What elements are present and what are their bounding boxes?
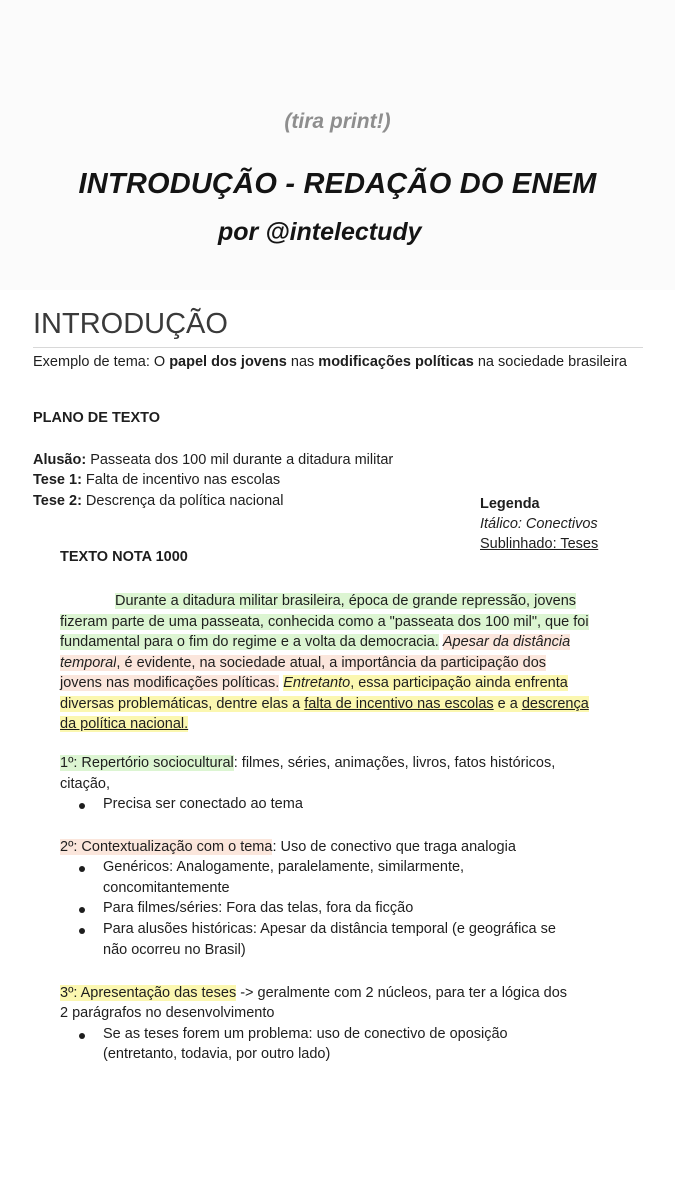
plano-title: PLANO DE TEXTO: [33, 410, 161, 426]
section-2-bullet-1-cont: concomitantemente: [103, 880, 230, 896]
legend-box: [480, 494, 598, 554]
section-heading: INTRODUÇÃO: [33, 308, 228, 340]
section-2-rest: : Uso de conectivo que traga analogia: [272, 839, 516, 855]
para-line-5: jovens nas modificações políticas. Entretanto, essa participação ainda enfrenta: [60, 675, 568, 691]
section-3-bullet-1-cont: (entretanto, todavia, por outro lado): [103, 1046, 331, 1062]
para-line-1: Durante a ditadura militar brasileira, época de grande repressão, jovens: [115, 593, 577, 609]
heading-divider: [33, 347, 643, 348]
tema-suffix: na sociedade brasileira: [473, 354, 627, 370]
plano-alusao: [33, 452, 393, 468]
tema-bold-1: papel dos jovens: [169, 354, 287, 370]
section-1-line-2: citação,: [60, 776, 110, 792]
section-1-line: [60, 755, 555, 771]
section-1-rest: : filmes, séries, animações, livros, fatos históricos,: [233, 755, 556, 771]
page-title: INTRODUÇÃO - REDAÇÃO DO ENEM: [78, 168, 597, 200]
section-3-line: [60, 985, 567, 1001]
para-line-2: fizeram parte de uma passeata, conhecida como a "passeata dos 100 mil", que foi: [60, 613, 589, 630]
plano-tese-1: [33, 472, 280, 488]
bullet-dot: [79, 866, 85, 872]
bullet-dot: [79, 1033, 85, 1039]
section-2-line: [60, 839, 516, 855]
plano-label: Alusão:: [33, 452, 87, 468]
bullet-dot: [79, 803, 85, 809]
section-1-bullet-1: Precisa ser conectado ao tema: [103, 796, 303, 812]
tira-print-note: (tira print!): [284, 110, 391, 133]
texto-title: TEXTO NOTA 1000: [60, 549, 188, 565]
plano-label: Tese 2:: [33, 493, 82, 509]
tema-mid: nas: [286, 354, 319, 370]
section-2-bullet-2: Para filmes/séries: Fora das telas, fora da ficção: [103, 900, 414, 916]
section-2-bullet-3: Para alusões históricas: Apesar da distância temporal (e geográfica se: [103, 921, 556, 937]
para-line-3: fundamental para o fim do regime e a volta da democracia. Apesar da distância: [60, 634, 571, 650]
section-1-label: 1º: Repertório sociocultural: [60, 755, 234, 771]
plano-text: Descrença da política nacional: [81, 493, 284, 509]
section-3-rest: -> geralmente com 2 núcleos, para ter a lógica dos: [236, 985, 568, 1001]
plano-label: Tese 1:: [33, 472, 82, 488]
tema-bold-2: modificações políticas: [318, 354, 474, 370]
section-2-bullet-3-cont: não ocorreu no Brasil): [103, 942, 246, 958]
bullet-dot: [79, 928, 85, 934]
author-handle: por @intelectudy: [218, 218, 422, 246]
para-line-6: diversas problemáticas, dentre elas a falta de incentivo nas escolas e a descrença: [60, 695, 589, 712]
section-3-bullet-1: Se as teses forem um problema: uso de conectivo de oposição: [103, 1026, 508, 1042]
legend-underline: Sublinhado: Teses: [480, 536, 599, 552]
para-line-4: temporal, é evidente, na sociedade atual, a importância da participação dos: [60, 654, 547, 671]
section-3-label: 3º: Apresentação das teses: [60, 985, 237, 1001]
section-3-line-2: 2 parágrafos no desenvolvimento: [60, 1005, 275, 1021]
section-2-bullet-1: Genéricos: Analogamente, paralelamente, similarmente,: [103, 859, 465, 875]
plano-text: Passeata dos 100 mil durante a ditadura militar: [86, 452, 394, 468]
para-line-7: da política nacional.: [60, 716, 189, 732]
plano-tese-2: [33, 493, 283, 509]
section-2-label: 2º: Contextualização com o tema: [60, 839, 273, 855]
essay-paragraph: [60, 591, 630, 735]
tema-prefix: Exemplo de tema: O: [33, 354, 170, 370]
bullet-dot: [79, 907, 85, 913]
plano-text: Falta de incentivo nas escolas: [81, 472, 281, 488]
tema-line: [33, 354, 627, 370]
legend-italic: Itálico: Conectivos: [480, 516, 598, 532]
legend-title: Legenda: [480, 496, 540, 512]
